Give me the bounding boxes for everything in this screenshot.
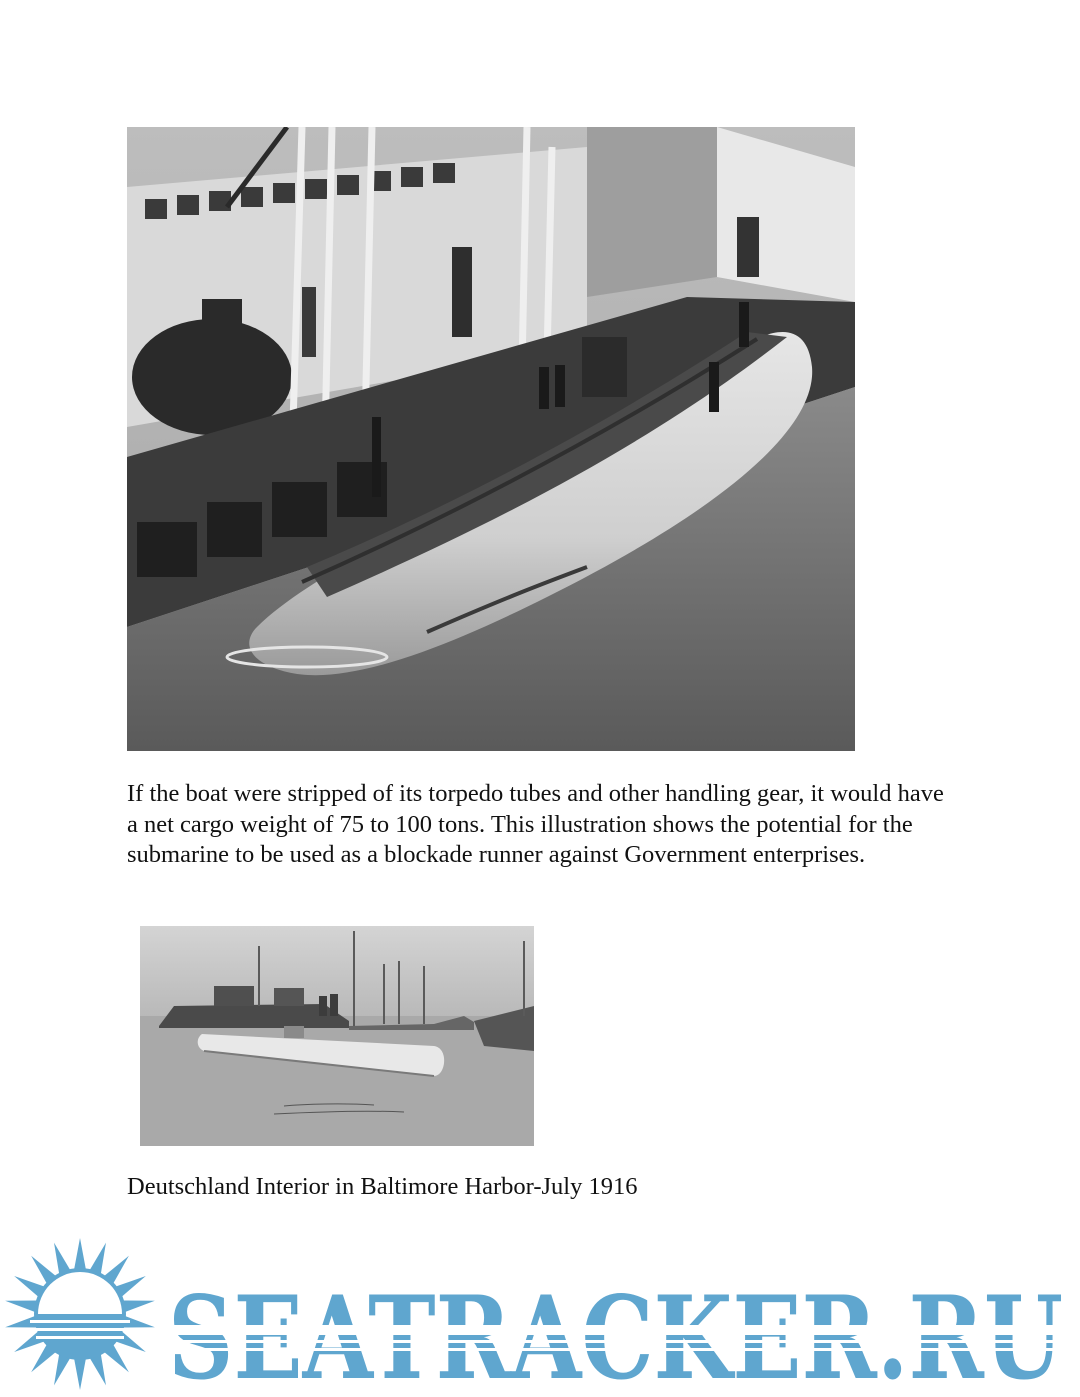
submarine-wharf-photo: [127, 127, 855, 751]
seatracker-logo: [0, 1230, 1080, 1397]
photo-caption: Deutschland Interior in Baltimore Harbor-July 1916: [127, 1173, 638, 1200]
harbor-photo-drawing: [134, 926, 534, 1146]
harbor-photo: [134, 926, 534, 1146]
sun-icon: [4, 1238, 156, 1390]
seatracker-watermark: [0, 1230, 1080, 1397]
body-paragraph: If the boat were stripped of its torpedo tubes and other handling gear, it would have a net cargo weight of 75 to 100 tons. This illustration shows the potential for the submarine to be used as a blockade runner against Government enterprises.: [127, 780, 944, 868]
submarine-wharf-photo-drawing: [127, 127, 855, 751]
